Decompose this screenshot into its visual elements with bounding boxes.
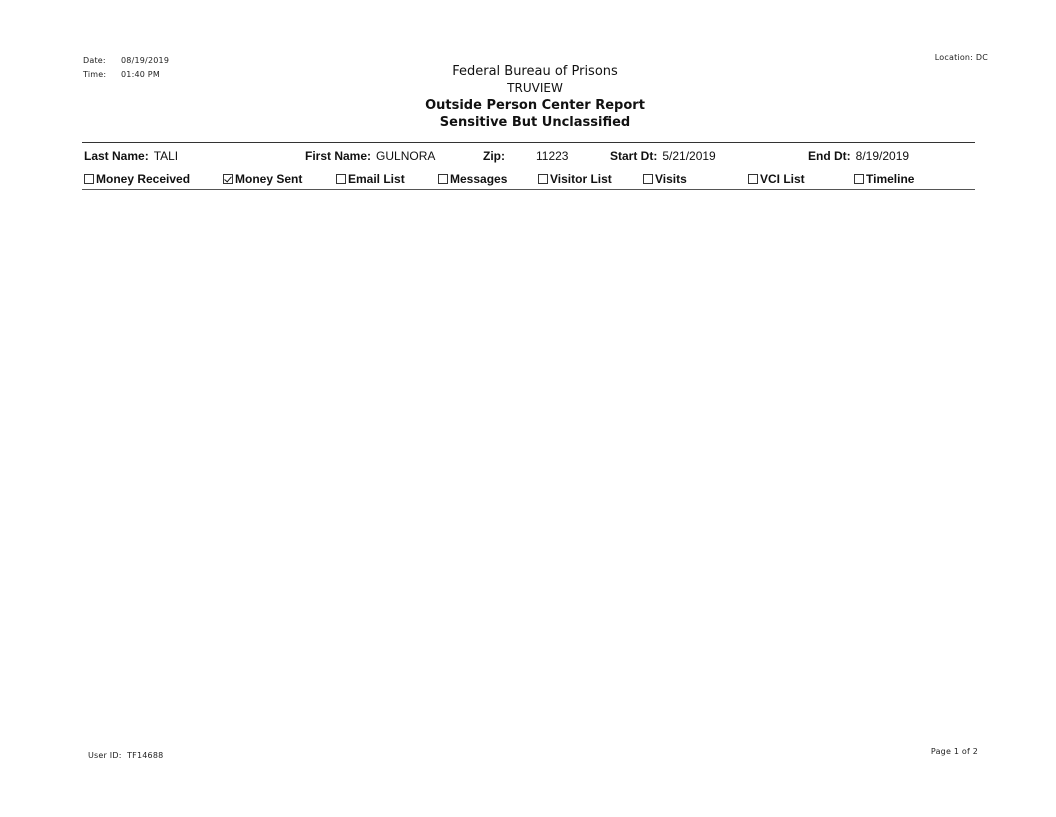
visitor-list-label: Visitor List <box>550 172 612 186</box>
date-label: Date: <box>83 56 106 65</box>
money-received-label: Money Received <box>96 172 191 186</box>
report-location: Location: DC <box>934 53 988 62</box>
end-date-field <box>808 149 909 163</box>
money-sent-checkbox[interactable] <box>223 174 233 184</box>
option-money-sent[interactable] <box>223 172 302 186</box>
zip-value: 11223 <box>536 149 569 163</box>
user-id <box>88 751 163 760</box>
last-name-label: Last Name: <box>84 149 149 163</box>
money-received-checkbox[interactable] <box>84 174 94 184</box>
visits-label: Visits <box>655 172 687 186</box>
zip-label: Zip: <box>483 149 505 163</box>
date-value: 08/19/2019 <box>121 56 170 65</box>
option-email-list[interactable] <box>336 172 405 186</box>
report-title-block <box>340 63 730 131</box>
end-date-label: End Dt: <box>808 149 851 163</box>
option-visitor-list[interactable] <box>538 172 612 186</box>
report-date <box>83 56 169 65</box>
option-messages[interactable] <box>438 172 507 186</box>
report-time <box>83 70 160 79</box>
first-name-field <box>305 149 435 163</box>
agency-title: Federal Bureau of Prisons <box>452 64 618 79</box>
vci-list-label: VCI List <box>760 172 805 186</box>
report-title: Outside Person Center Report <box>425 98 645 113</box>
first-name-value: GULNORA <box>376 149 436 163</box>
time-label: Time: <box>83 70 107 79</box>
option-vci-list[interactable] <box>748 172 805 186</box>
messages-checkbox[interactable] <box>438 174 448 184</box>
end-date-value: 8/19/2019 <box>855 149 910 163</box>
option-timeline[interactable] <box>854 172 914 186</box>
money-sent-label: Money Sent <box>235 172 303 186</box>
option-money-received[interactable] <box>84 172 190 186</box>
timeline-label: Timeline <box>866 172 915 186</box>
time-value: 01:40 PM <box>121 70 160 79</box>
vci-list-checkbox[interactable] <box>748 174 758 184</box>
start-date-field <box>610 149 716 163</box>
last-name-value: TALI <box>153 149 179 163</box>
header-divider <box>82 142 975 143</box>
classification-label: Sensitive But Unclassified <box>439 115 631 130</box>
visitor-list-checkbox[interactable] <box>538 174 548 184</box>
messages-label: Messages <box>450 172 508 186</box>
timeline-checkbox[interactable] <box>854 174 864 184</box>
email-list-label: Email List <box>348 172 405 186</box>
options-divider <box>82 189 975 190</box>
option-visits[interactable] <box>643 172 687 186</box>
page-number: Page 1 of 2 <box>930 747 978 756</box>
last-name-field <box>84 149 178 163</box>
first-name-label: First Name: <box>305 149 372 163</box>
email-list-checkbox[interactable] <box>336 174 346 184</box>
zip-field <box>483 149 505 163</box>
system-title: TRUVIEW <box>507 81 563 95</box>
start-date-value: 5/21/2019 <box>662 149 716 163</box>
visits-checkbox[interactable] <box>643 174 653 184</box>
start-date-label: Start Dt: <box>610 149 658 163</box>
user-id-label: User ID: <box>88 751 122 760</box>
user-id-value: TF14688 <box>127 751 164 760</box>
